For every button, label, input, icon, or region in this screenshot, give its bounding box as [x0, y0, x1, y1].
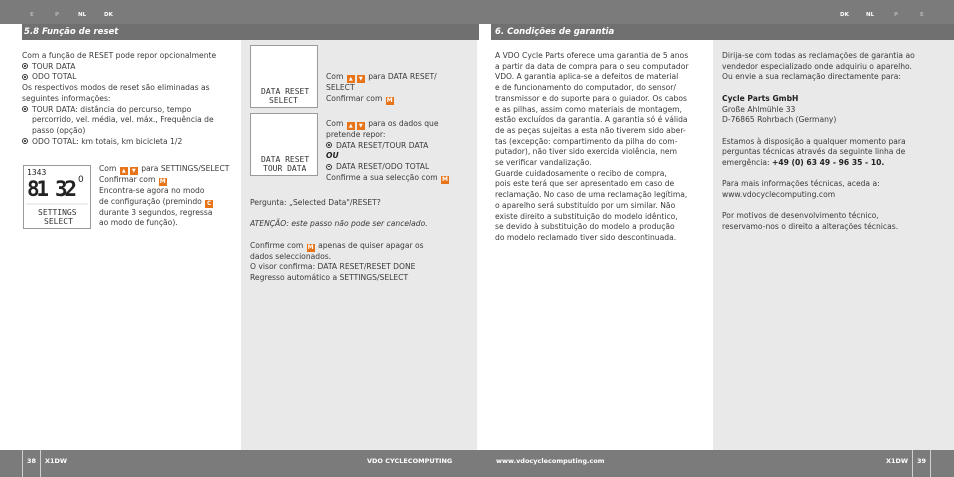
c-button-icon: C — [207, 199, 212, 207]
display-bottom-line2: SELECT — [44, 217, 73, 226]
bullet-tour-data-desc: TOUR DATA: distância do percurso, tempo — [22, 105, 234, 116]
up-button-icon: ▲ — [347, 122, 355, 130]
m-button-icon: M — [307, 243, 314, 251]
display-line2: TOUR DATA — [263, 164, 307, 173]
display-bottom-line1: SETTINGS — [38, 208, 77, 217]
reset-intro-block — [22, 51, 234, 147]
display-graphic — [251, 114, 317, 175]
phone-number: +49 (0) 63 49 - 96 35 - 10. — [771, 158, 885, 167]
footer-website: www.vdocyclecomputing.com — [496, 457, 605, 465]
bullet-icon — [326, 142, 332, 148]
footer-model-left: X1DW — [45, 457, 68, 465]
bullet-icon — [22, 138, 28, 144]
footer-page-right: 39 — [917, 457, 927, 465]
step-select-data: Com ▲ ▼ para os dados que pretende repor: DATA RESET/TOUR DATA OU DATA RESET/ODO TOTAL Confirme a sua selecção com M — [326, 119, 474, 184]
m-button-icon: M — [442, 175, 449, 183]
footer-bar — [0, 450, 954, 477]
bullet-icon — [22, 106, 28, 112]
section-title-warranty: 6. Condições de garantia — [491, 24, 954, 40]
display-top-number: 1343 — [27, 168, 47, 177]
pergunta-text: Pergunta: „Selected Data"/RESET? — [250, 198, 381, 207]
display-line1: DATA RESET — [261, 87, 310, 96]
bullet-icon — [326, 164, 332, 170]
ou-label: OU — [326, 151, 339, 161]
reset-info-line2: seguintes informações: — [22, 93, 111, 103]
display-graphic — [251, 46, 317, 107]
lang-dk-left: DK — [104, 12, 113, 18]
lang-p-left: P — [55, 12, 60, 18]
down-button-icon: ▼ — [357, 122, 365, 130]
section-title-reset: 5.8 Função de reset — [22, 24, 479, 40]
step-settings-select: Com ▲ ▼ para SETTINGS/SELECT Confirmar com M Encontra-se agora no modo de configuração (premindo C durante 3 segundos, regressa ao modo de função). — [99, 164, 230, 228]
footer-brand: VDO CYCLECOMPUTING — [367, 457, 453, 465]
display-data-reset-tour — [250, 113, 318, 176]
atencao-text: ATENÇÃO: este passo não pode ser cancelado. — [250, 219, 428, 229]
lang-nl-right: NL — [866, 12, 875, 18]
tour-data-desc-line3: passo (opção) — [32, 125, 86, 135]
footer-model-right: X1DW — [886, 457, 909, 465]
footer-page-left: 38 — [27, 457, 37, 465]
address-line1: Große Ahlmühle 33 — [722, 104, 796, 114]
lang-p-right: P — [894, 12, 899, 18]
warranty-contact: Dirija-se com todas as reclamações de garantia ao vendedor especializado onde adquiriu o aparelho. Ou envie a sua reclamação directamente para: Cycle Parts GmbH Große Ahlmühle 33 D-76865 Rohrbach (Germany) Estamos à disposição a qualquer momento para perguntas técnicas através da seguinte linha de emergência: +49 (0) 63 49 - 96 35 - 10. Para mais informações técnicas, aceda a: www.vdocyclecomputing.com Por motivos de desenvolvimento técnico, reservamo-nos o direito a alterações técnicas. — [722, 51, 952, 233]
warranty-text: A VDO Cycle Parts oferece uma garantia de 5 anos a partir da data de compra para o seu computador VDO. A garantia aplica-se a defeitos de material e de funcionamento do computador, do sensor/ transmissor e do suporte para o guiador. Os cabos e as pilhas, assim como materiais de montagem, estão excluídos da garantia. A garantia só é válida de as peças sujeitas a esta não tiverem sido aber- tas (excepção: compartimento da pilha do com- putador), não tiver sido exercida violência, nem se verificar vandalização. Guarde cuidadosamente o recibo de compra, pois este terá que ser apresentado em caso de reclamação. No caso de uma reclamação legítima, o aparelho será substituído por um similar. Não existe direito a substituição do modelo idêntico, se devido à substituição do modelo a produção do modelo reclamado tiver sido descontinuada. — [495, 51, 689, 242]
bullet-odo-total-desc: ODO TOTAL: km totais, km bicicleta 1/2 — [22, 137, 234, 148]
reset-confirm-block: Pergunta: „Selected Data"/RESET? ATENÇÃO: este passo não pode ser cancelado. Confirme com M apenas de quiser apagar os dados seleccionados. O visor confirma: DATA RESET/RESET DONE Regresso automático a SETTINGS/SELECT — [250, 198, 475, 284]
display-graphic — [24, 166, 90, 228]
down-button-icon: ▼ — [130, 167, 138, 175]
address-line2: D-76865 Rohrbach (Germany) — [722, 115, 837, 125]
reset-intro: Com a função de RESET pode repor opcionalmente — [22, 51, 217, 60]
lang-dk-right: DK — [840, 12, 849, 18]
m-button-icon: M — [159, 178, 166, 185]
display-big-number: 81 32 — [27, 177, 77, 201]
reset-info-line1: Os respectivos modos de reset são eliminadas as — [22, 83, 210, 93]
display-data-reset-select — [250, 45, 318, 108]
m-button-icon: M — [386, 96, 393, 104]
display-unit: 0 — [78, 175, 84, 185]
top-bar — [0, 0, 954, 24]
company-name: Cycle Parts GmbH — [722, 93, 799, 103]
up-button-icon: ▲ — [347, 75, 355, 83]
lang-e-left: E — [30, 12, 34, 18]
lang-nl-left: NL — [78, 12, 87, 18]
display-line1: DATA RESET — [261, 155, 310, 164]
display-settings-select — [23, 165, 91, 229]
website-link[interactable]: www.vdocyclecomputing.com — [722, 190, 836, 200]
down-button-icon: ▼ — [357, 75, 365, 83]
bullet-icon — [22, 74, 28, 80]
display-line2: SELECT — [269, 96, 298, 105]
bullet-tour-data: TOUR DATA — [22, 62, 234, 73]
bullet-odo-total: ODO TOTAL — [22, 72, 234, 83]
bullet-icon — [22, 63, 28, 69]
up-button-icon: ▲ — [120, 167, 128, 175]
step-data-reset-select: Com ▲ ▼ para DATA RESET/ SELECT Confirmar com M — [326, 72, 437, 104]
tour-data-desc-line2: percorrido, vel. média, vel. máx., Frequência de — [32, 115, 214, 125]
lang-e-right: E — [920, 12, 924, 18]
